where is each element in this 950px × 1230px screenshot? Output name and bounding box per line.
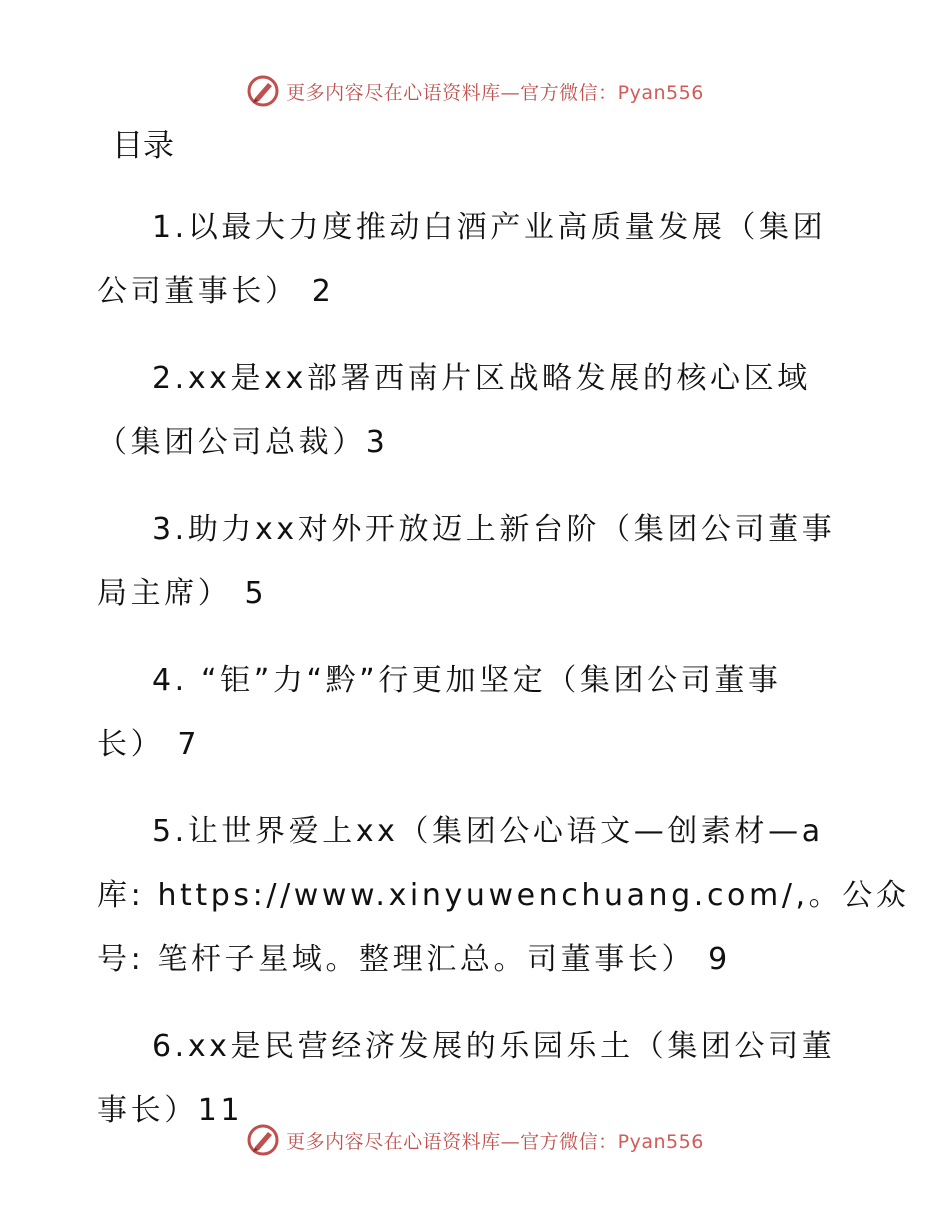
pen-logo-icon [246,74,280,108]
toc-entry [97,800,910,992]
toc-entry-line: 事长）11 [97,1093,244,1128]
toc-entry-line: 2.xx是xx部署西南片区战略发展的核心区域 [152,361,811,396]
toc-entry [97,196,857,324]
pen-logo-icon [246,1123,280,1157]
toc-entry-line: 6.xx是民营经济发展的乐园乐土（集团公司董 [152,1029,836,1064]
toc-entry-line: 号: 笔杆子星域。整理汇总。司董事长） 9 [97,942,731,977]
page-title: 目录 [112,128,174,164]
toc-list [97,196,910,1166]
toc-entry-line: 公司董事长） 2 [97,274,335,309]
toc-entry-line: 长） 7 [97,727,201,762]
toc-entry-line: （集团公司总裁）3 [97,425,389,460]
toc-entry [97,498,857,626]
toc-entry [97,649,857,777]
footer-banner [0,1120,950,1160]
banner-text: 更多内容尽在心语资料库—官方微信：Pyan556 [286,1130,704,1153]
header-banner [0,71,950,111]
toc-entry-line: 5.让世界爱上xx（集团公心语文—创素材—a [152,814,824,849]
toc-entry-line: 库: https://www.xinyuwenchuang.com/,。公众 [97,878,910,913]
toc-entry [97,347,857,475]
toc-entry-line: 3.助力xx对外开放迈上新台阶（集团公司董事 [152,512,836,547]
toc-entry-line: 1.以最大力度推动白酒产业高质量发展（集团 [152,210,827,245]
banner-text: 更多内容尽在心语资料库—官方微信：Pyan556 [286,81,704,104]
toc-entry-line: 4. “钜”力“黔”行更加坚定（集团公司董事 [152,663,782,698]
toc-entry-line: 局主席） 5 [97,576,268,611]
